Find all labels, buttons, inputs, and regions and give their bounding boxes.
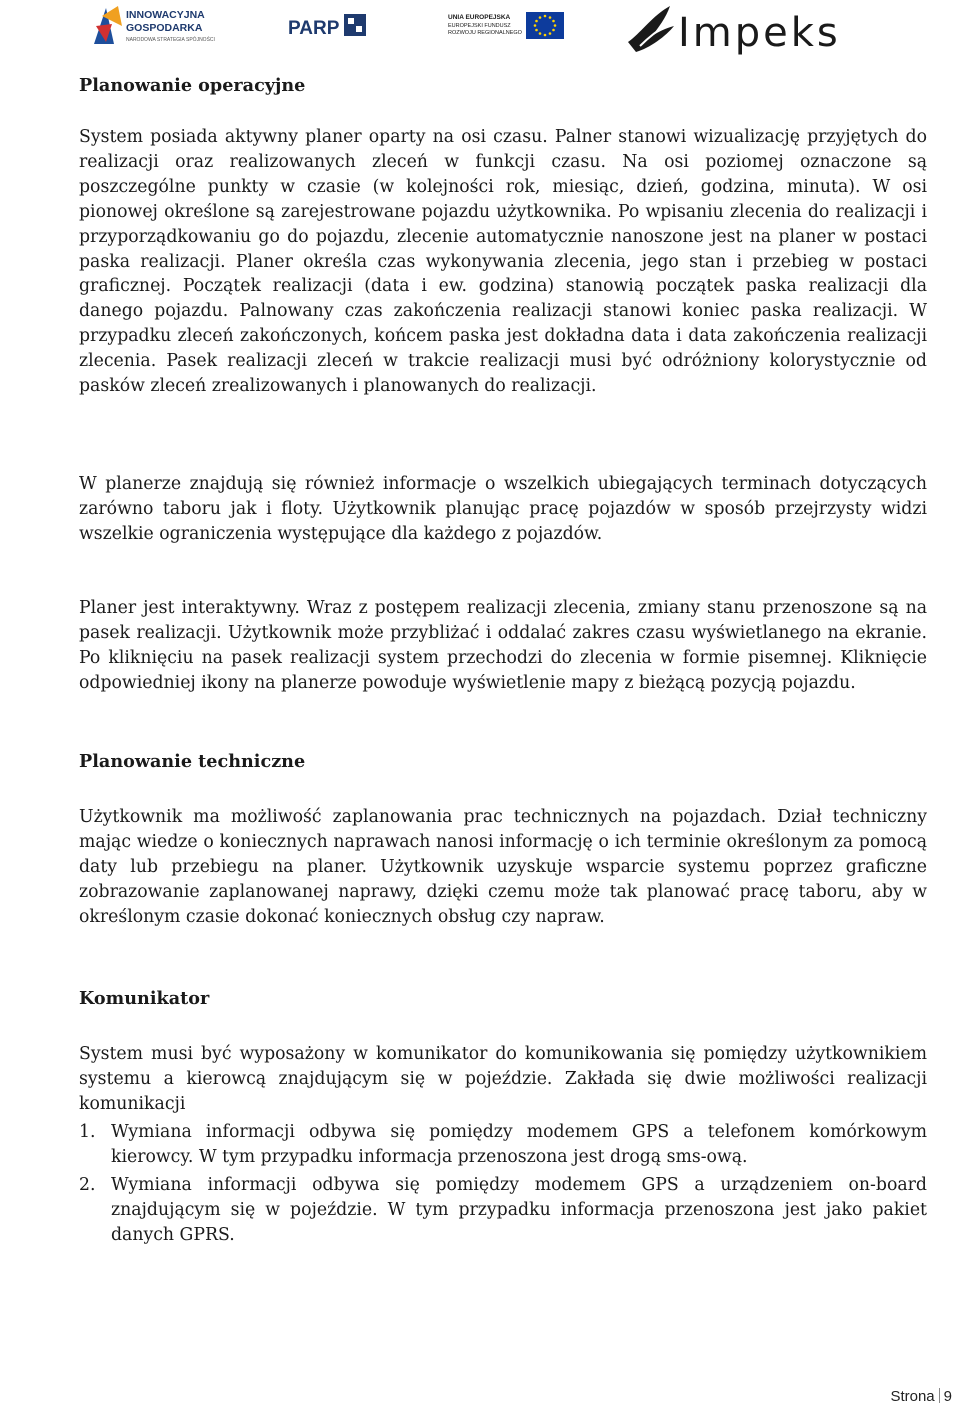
paragraph-planer-interaktywny: Planer jest interaktywny. Wraz z postępem realizacji zlecenia, zmiany stanu przenoszone są na pasek realizacji. Użytkownik może przybliżać i oddalać zakres czasu wyświetlanego na ekranie. Po kliknięciu na pasek realizacji system przechodzi do zlecenia w formie pisemnej. Kliknięcie odpowiedniej ikony na planerze powoduje wyświetlenie mapy z bieżącą pozycją pojazdu. [79,598,927,693]
komunikator-list [79,1120,927,1251]
section-title-planowanie-operacyjne: Planowanie operacyjne [79,75,306,96]
impeks-logo [622,2,928,56]
header-logos [0,0,960,60]
paragraph-planer-opis: System posiada aktywny planer oparty na osi czasu. Palner stanowi wizualizację przyjętych do realizacji oraz realizowanych zleceń w funkcji czasu. Na osi poziomej oznaczone są poszczególne punkty w czasie (w kolejności rok, miesiąc, dzień, godzina, minuta). W osi pionowej określone są zarejestrowane pojazdu użytkownika. Po wpisaniu zlecenia do realizacji i przyporządkowaniu go do pojazdu, zlecenie automatycznie nanoszone jest na planer w postaci paska realizacji. Planer określa czas wykonywania zlecenia, jego stan i przebieg w postaci graficznej. Początek realizacji (data i ew. godzina) stanowią początek paska realizacji dla danego pojazdu. Palnowany czas zakończenia realizacji stanowi koniec paska realizacji. W przypadku zleceń zakończonych, końcem paska jest dokładna data i data zakończenia realizacji zlecenia. Pasek realizacji zleceń w trakcie realizacji musi być odróżniony kolorystycznie od pasków zleceń zrealizowanych i planowanych do realizacji. [79,127,927,397]
paragraph-planer-terminy: W planerze znajdują się również informacje o wszelkich ubiegających terminach dotyczących zarówno taboru jak i floty. Użytkownik planując pracę pojazdów w sposób przejrzysty widzi wszelkie ograniczenia występujące dla każdego z pojazdów. [79,474,927,544]
list-item-number: 1. [79,1122,96,1142]
page-label: Strona [890,1388,935,1405]
logo-ig-line1: INNOWACYJNA [126,9,205,21]
list-item [79,1173,927,1248]
section-title-komunikator: Komunikator [79,988,210,1009]
page-number: 9 [943,1388,952,1405]
page-footer [890,1388,952,1405]
list-item-number: 2. [79,1174,96,1195]
parp-logo [286,8,370,44]
logo-ue-line2: EUROPEJSKI FUNDUSZ [448,23,511,29]
logo-ig-line3: NARODOWA STRATEGIA SPÓJNOŚCI [126,37,215,43]
list-item-text: Wymiana informacji odbywa się pomiędzy modemem GPS a telefonem komórkowym kierowcy. W tym przypadku informacja przenoszona jest drogą sms-ową. [111,1122,927,1167]
innowacyjna-gospodarka-logo [92,4,222,48]
list-item [79,1120,927,1170]
logo-parp-text: PARP [288,18,340,39]
list-item-text: Wymiana informacji odbywa się pomiędzy modemem GPS a urządzeniem on-board znajdującym się w pojeździe. W tym przypadku informacja przenoszona jest jako pakiet danych GPRS. [111,1174,927,1245]
paragraph-komunikator: System musi być wyposażony w komunikator do komunikowania się pomiędzy użytkownikiem systemu a kierowcą znajdującym się w pojeździe. Zakłada się dwie możliwości realizacji komunikacji [79,1044,927,1114]
section-title-planowanie-techniczne: Planowanie techniczne [79,751,306,772]
logo-ue-line3: ROZWOJU REGIONALNEGO [448,30,522,36]
logo-ue-line1: UNIA EUROPEJSKA [448,14,511,21]
logo-impeks-text: Impeks [678,10,841,56]
eu-logo [446,8,566,44]
paragraph-planowanie-techniczne: Użytkownik ma możliwość zaplanowania prac technicznych na pojazdach. Dział techniczny mając wiedze o koniecznych naprawach nanosi informację o ich terminie określonym za pomocą daty lub przebiegu na planer. Użytkownik uzyskuje wsparcie systemu poprzez graficzne zobrazowanie zaplanowanej naprawy, dzięki czemu może tak planować pracę taboru, aby w określonym czasie dokonać koniecznych obsług czy napraw. [79,807,927,927]
footer-separator [939,1388,940,1403]
logo-ig-line2: GOSPODARKA [126,22,203,34]
